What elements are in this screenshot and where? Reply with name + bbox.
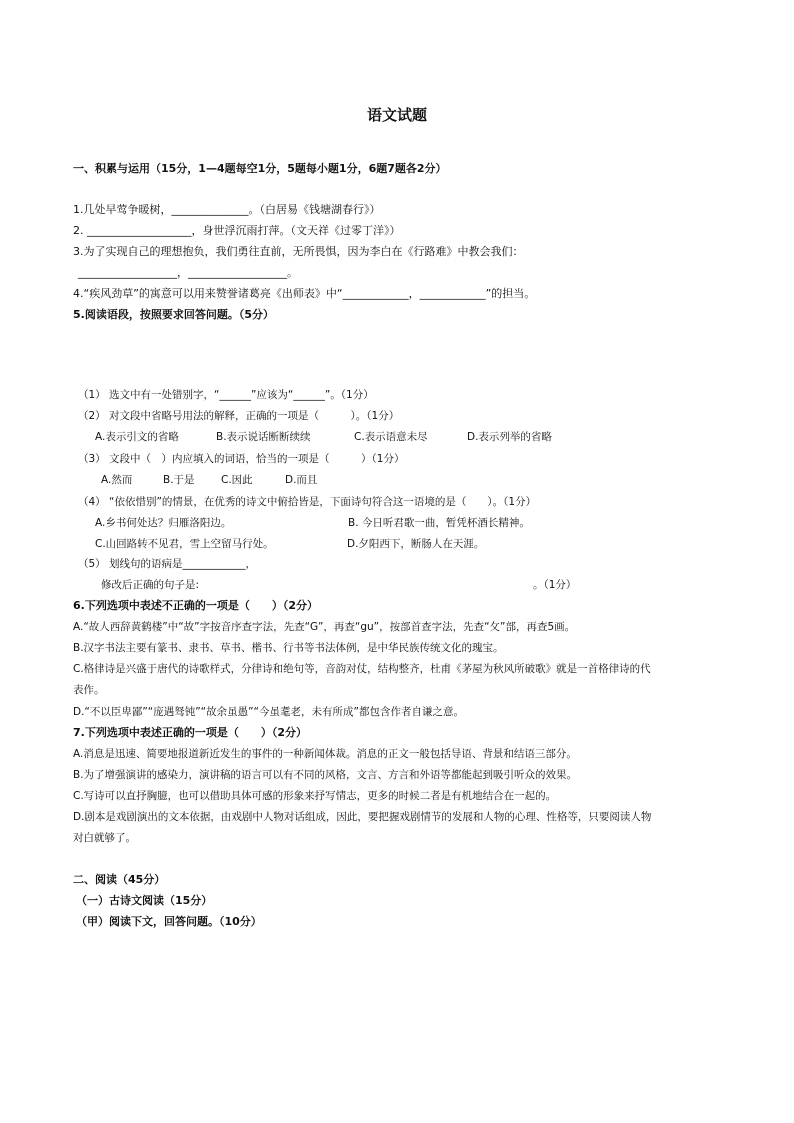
q5-sub3-option-b: B.于是 xyxy=(163,474,195,486)
q5-sub3-option-d: D.而且 xyxy=(285,474,318,486)
question-5-sub2: （2） 对文段中省略号用法的解释，正确的一项是（ ）。（1分） xyxy=(78,410,400,422)
q5-sub4-option-a: A.乡书何处达？归雁洛阳边。 xyxy=(95,517,232,529)
question-4: 4.“疾风劲草”的寓意可以用来赞誉诸葛亮《出师表》中“____________，____________”的担当。 xyxy=(73,287,536,300)
question-7-option-b: B.为了增强演讲的感染力，演讲稿的语言可以有不同的风格，文言、方言和外语等都能起到吸引听众的效果。 xyxy=(73,769,578,781)
section2-sub1: （一）古诗文阅读（15分） xyxy=(76,894,213,907)
question-5-heading: 5.阅读语段，按照要求回答问题。（5分） xyxy=(73,308,274,321)
q5-sub4-option-c: C.山回路转不见君，雪上空留马行处。 xyxy=(95,538,274,550)
question-5-sub5: （5） 划线句的语病是____________， xyxy=(78,558,257,570)
q5-sub2-option-d: D.表示列举的省略 xyxy=(467,431,552,443)
question-3-blanks: __________________，__________________。 xyxy=(78,266,298,279)
question-6-option-a: A.“故人西辞黄鹤楼”中“故”字按音序查字法，先查“G”，再查“gu”，按部首查字法，先查“攵”部，再查5画。 xyxy=(73,621,576,633)
question-1: 1.几处早莺争暖树，______________。（白居易《钱塘湖春行》） xyxy=(73,203,381,216)
section2-sub1a: （甲）阅读下文，回答问题。（10分） xyxy=(76,915,262,928)
question-2: 2. ___________________，身世浮沉雨打萍。（文天祥《过零丁洋》） xyxy=(73,224,401,237)
question-5-sub5-score: 。（1分） xyxy=(533,579,577,591)
q5-sub2-option-a: A.表示引文的省略 xyxy=(95,431,179,443)
question-7-option-d-cont: 对白就够了。 xyxy=(73,832,136,844)
q5-sub2-option-b: B.表示说话断断续续 xyxy=(216,431,311,443)
section2-heading: 二、阅读（45分） xyxy=(73,873,166,886)
question-6-option-c-cont: 表作。 xyxy=(73,684,105,696)
section1-heading: 一、积累与运用（15分，1—4题每空1分，5题每小题1分，6题7题各2分） xyxy=(73,162,447,175)
q5-sub3-option-c: C.因此 xyxy=(221,474,253,486)
question-5-sub1: （1） 选文中有一处错别字，“______”应该为“______”。（1分） xyxy=(78,389,374,401)
question-7-option-c: C.写诗可以直抒胸臆，也可以借助具体可感的形象来抒写情志，更多的时候二者是有机地结合在一起的。 xyxy=(73,790,557,802)
question-7-heading: 7.下列选项中表述正确的一项是（ ）（2分） xyxy=(73,726,307,739)
question-7-option-a: A.消息是迅速、简要地报道新近发生的事件的一种新闻体裁。消息的正文一般包括导语、背景和结语三部分。 xyxy=(73,748,577,760)
question-6-option-d: D.“不以臣卑鄙”“庞遇驽钝”“故余虽愚”“今虽耄老，未有所成”都包含作者自谦之意。 xyxy=(73,706,464,718)
question-5-sub4: （4） “依依惜别”的情景，在优秀的诗文中俯拾皆是，下面诗句符合这一语境的是（ ）。（1分） xyxy=(78,496,537,508)
question-6-option-b: B.汉字书法主要有篆书、隶书、草书、楷书、行书等书法体例，是中华民族传统文化的瑰宝。 xyxy=(73,642,504,654)
q5-sub4-option-d: D.夕阳西下，断肠人在天涯。 xyxy=(347,538,485,550)
question-3: 3.为了实现自己的理想抱负，我们勇往直前，无所畏惧，因为李白在《行路难》中教会我们： xyxy=(73,245,524,258)
q5-sub2-option-c: C.表示语意未尽 xyxy=(354,431,428,443)
question-5-sub3: （3） 文段中（ ）内应填入的词语，恰当的一项是（ ）（1分） xyxy=(78,453,405,465)
page-title: 语文试题 xyxy=(366,106,427,124)
q5-sub3-option-a: A.然而 xyxy=(101,474,133,486)
question-5-sub5-fix: 修改后正确的句子是: xyxy=(101,579,200,591)
q5-sub4-option-b: B. 今日听君歌一曲，暂凭杯酒长精神。 xyxy=(348,517,530,529)
question-6-option-c: C.格律诗是兴盛于唐代的诗歌样式，分律诗和绝句等，音韵对仗，结构整齐，杜甫《茅屋为秋风所破歌》就是一首格律诗的代 xyxy=(73,663,651,675)
question-7-option-d: D.剧本是戏剧演出的文本依据，由戏剧中人物对话组成，因此，要把握戏剧情节的发展和人物的心理、性格等，只要阅读人物 xyxy=(73,811,652,823)
question-6-heading: 6.下列选项中表述不正确的一项是（ ）（2分） xyxy=(73,599,318,612)
